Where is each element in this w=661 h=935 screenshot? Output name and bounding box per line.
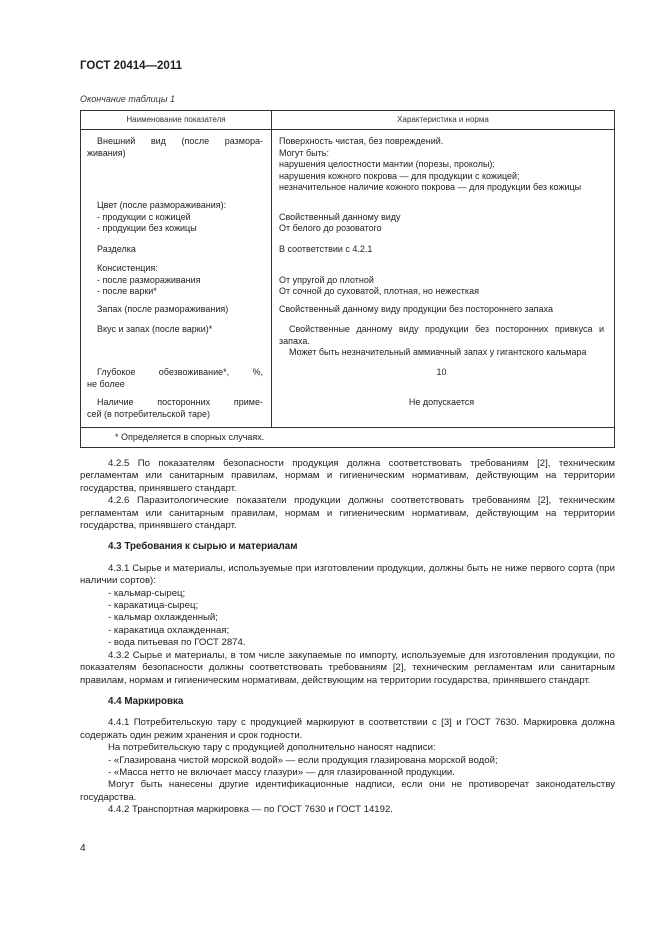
row-name-line: Внешний вид (после размора- xyxy=(97,136,263,146)
row-name-line: - продукции с кожицей xyxy=(97,211,191,222)
paragraph-4-3-1: 4.3.1 Сырье и материалы, используемые при изготовлении продукции, должны быть не ниже первого сорта (при наличии сортов): xyxy=(80,562,615,587)
list-item: - вода питьевая по ГОСТ 2874. xyxy=(108,637,246,649)
row-name-line: - продукции без кожицы xyxy=(97,223,197,233)
paragraph-4-4-1: 4.4.1 Потребительскую тару с продукцией маркируют в соответствии с [3] и ГОСТ 7630. Маркировка должна содержать один режим хранения и срок годности. xyxy=(80,717,615,741)
row-name-line: Консистенция: xyxy=(97,263,158,273)
row-value-line: Свойственный данному виду xyxy=(279,211,401,222)
table-footnote: * Определяется в спорных случаях. xyxy=(81,428,615,448)
row-value-line xyxy=(279,263,604,275)
table-caption: Окончание таблицы 1 xyxy=(80,94,175,104)
table-row xyxy=(81,130,615,201)
row-value-line: От сочной до суховатой, плотная, но нежесткая xyxy=(279,286,479,296)
standard-title: ГОСТ 20414—2011 xyxy=(80,60,182,72)
paragraph-4-2-6: 4.2.6 Паразитологические показатели продукции должны соответствовать требованиям [2], техническим регламентам или санитарным правилам, нормам и гигиеническим нормативам, действующим на территории государства, принявшего стандарт. xyxy=(80,495,615,532)
table-row xyxy=(81,397,615,428)
row-value-line: Поверхность чистая, без повреждений. xyxy=(279,136,444,146)
section-heading-4-3: 4.3 Требования к сырью и материалам xyxy=(108,541,298,553)
row-name-line: сей (в потребительской таре) xyxy=(87,408,210,419)
col-header-name: Наименование показателя xyxy=(81,111,272,130)
row-name-line: Глубокое обезвоживание*, %, xyxy=(97,367,263,377)
col-header-value: Характеристика и норма xyxy=(272,111,615,130)
row-name-line: живания) xyxy=(87,147,126,158)
paragraph-4-4-1-note: Могут быть нанесены другие идентификационные надписи, если они не противоречат законодательству государства. xyxy=(80,779,615,803)
list-item: - кальмар-сырец; xyxy=(108,587,186,599)
table-row xyxy=(81,244,615,263)
row-value-line: Свойственные данному виду продукции без посторонних привкуса и xyxy=(289,324,604,334)
table-row xyxy=(81,263,615,304)
row-value-line: незначительное наличие кожного покрова — для продукции без кожицы xyxy=(279,182,582,192)
row-value-line: нарушения кожного покрова — для продукции с кожицей; xyxy=(279,170,520,181)
row-value-line: нарушения целостности мантии (порезы, проколы); xyxy=(279,159,495,169)
row-name-line: - после варки* xyxy=(97,286,157,296)
table-footnote-row xyxy=(81,428,615,448)
row-name-line: не более xyxy=(87,378,125,389)
row-name-line: Наличие посторонних приме- xyxy=(97,397,263,407)
row-name-line: Цвет (после размораживания): xyxy=(97,200,227,210)
table-row xyxy=(81,324,615,367)
list-item: - каракатица-сырец; xyxy=(108,600,199,612)
table-row xyxy=(81,367,615,397)
paragraph-4-4-2: 4.4.2 Транспортная маркировка — по ГОСТ 7630 и ГОСТ 14192. xyxy=(108,804,393,816)
section-heading-4-4: 4.4 Маркировка xyxy=(108,695,184,707)
list-item: - каракатица охлажденная; xyxy=(108,624,230,636)
row-value-line: запаха. xyxy=(279,335,310,346)
table-row xyxy=(81,304,615,324)
row-value-line: В соответствии с 4.2.1 xyxy=(279,244,373,254)
paragraph-4-2-5: 4.2.5 По показателям безопасности продукция должна соответствовать требованиям [2], техническим регламентам или санитарным правилам, нормам и гигиеническим нормативам, действующим на территории государства, принявшего стандарт. xyxy=(80,458,615,494)
row-value-line xyxy=(279,200,604,212)
row-name-line: Запах (после размораживания) xyxy=(97,304,229,314)
row-value-line: Может быть незначительный аммиачный запах у гигантского кальмара xyxy=(289,347,587,357)
paragraph-4-3-2: 4.3.2 Сырье и материалы, в том числе закупаемые по импорту, используемые для изготовления продукции, по показателям безопасности должны соответствовать требованиям [2], техническим регламентам или санитарным правилам, нормам и гигиеническим нормативам, действующим на территории государства, принявшего стандарт. xyxy=(80,649,615,686)
row-value-line: От упругой до плотной xyxy=(279,274,374,285)
page-number: 4 xyxy=(80,843,86,854)
row-value-line: 10 xyxy=(436,367,447,377)
list-item: - «Масса нетто не включает массу глазури» — для глазированной продукции. xyxy=(108,766,455,778)
row-name-line: Разделка xyxy=(97,244,136,254)
row-value-line: Свойственный данному виду продукции без постороннего запаха xyxy=(279,304,553,314)
row-value-line: От белого до розоватого xyxy=(279,223,382,233)
row-value-line: Не допускается xyxy=(408,397,475,407)
body-text xyxy=(80,458,615,817)
row-value-line: Могут быть: xyxy=(279,147,329,158)
row-name-line: - после размораживания xyxy=(97,274,201,285)
row-name-line: Вкус и запах (после варки)* xyxy=(97,324,213,334)
requirements-table xyxy=(80,110,615,448)
list-item: - кальмар охлажденный; xyxy=(108,612,218,624)
paragraph-4-4-1-intro: На потребительскую тару с продукцией дополнительно наносят надписи: xyxy=(108,742,436,754)
list-item: - «Глазирована чистой морской водой» — если продукция глазирована морской водой; xyxy=(108,754,498,766)
table-row xyxy=(81,200,615,244)
